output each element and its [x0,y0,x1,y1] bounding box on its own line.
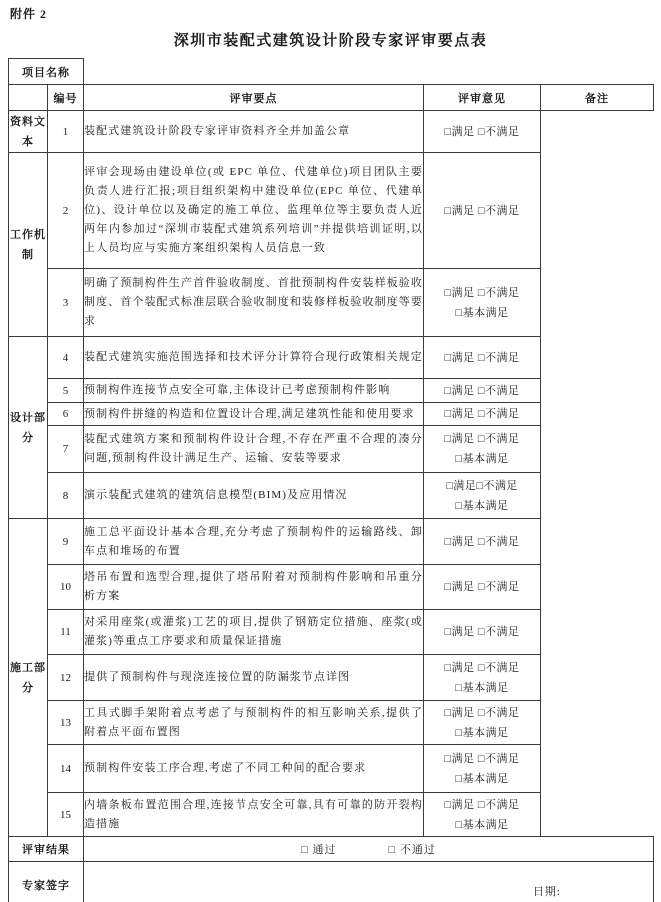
table-row [9,473,654,519]
row-number: 1 [48,111,84,153]
opinion-options[interactable]: □基本满足 [455,681,509,694]
opinion-options[interactable]: □基本满足 [455,499,509,512]
opinion-options[interactable]: □满足 □不满足 [444,384,520,397]
row-number: 4 [48,337,84,379]
opinion-cell [424,403,541,426]
opinion-cell [424,701,541,745]
row-number: 11 [48,610,84,655]
opinion-cell [424,793,541,837]
opinion-options[interactable]: □满足 □不满足 [444,351,520,364]
table-row [9,655,654,701]
review-point: 内墙条板布置范围合理,连接节点安全可靠,具有可靠的防开裂构造措施 [84,793,424,837]
opinion-options[interactable]: □满足 □不满足 [444,204,520,217]
review-point: 预制构件安装工序合理,考虑了不同工种间的配合要求 [84,745,424,793]
opinion-cell [424,379,541,403]
opinion-cell [424,519,541,565]
project-name-row [9,59,654,85]
review-point: 塔吊布置和选型合理,提供了塔吊附着对预制构件影响和吊重分析方案 [84,565,424,610]
opinion-cell [424,111,541,153]
table-row [9,519,654,565]
table-row [9,337,654,379]
opinion-options[interactable]: □满足 □不满足 [444,286,520,299]
review-point: 装配式建筑实施范围选择和技术评分计算符合现行政策相关规定 [84,337,424,379]
review-point: 评审会现场由建设单位(或 EPC 单位、代建单位)项目团队主要负责人进行汇报;项目组织架构中建设单位(EPC 单位、代建单位)、设计单位以及确定的施工单位、监理单位等主要负责人近两年内参加过“深圳市装配式建筑系列培训”并提供培训证明,以上人员均应与实施方案组织架构人员信息一致 [84,153,424,269]
opinion-cell [424,610,541,655]
table-row [9,565,654,610]
row-number: 2 [48,153,84,269]
header-remark: 备注 [541,85,654,111]
review-point: 装配式建筑方案和预制构件设计合理,不存在严重不合理的凑分问题,预制构件设计满足生产、运输、安装等要求 [84,426,424,473]
opinion-cell [424,655,541,701]
table-row [9,610,654,655]
header-category-blank [9,85,48,111]
opinion-cell [424,745,541,793]
attachment-label: 附件 2 [10,7,48,21]
opinion-options[interactable]: □满足 □不满足 [444,535,520,548]
row-number: 3 [48,269,84,337]
opinion-options[interactable]: □满足 □不满足 [444,125,520,138]
review-point: 对采用座浆(或灌浆)工艺的项目,提供了钢筋定位措施、座浆(或灌浆)等重点工序要求和质量保证措施 [84,610,424,655]
opinion-options[interactable]: □基本满足 [455,726,509,739]
result-row [9,837,654,862]
review-point: 提供了预制构件与现浇连接位置的防漏浆节点详图 [84,655,424,701]
opinion-options[interactable]: □满足 □不满足 [444,798,520,811]
table-row [9,701,654,745]
table-row [9,379,654,403]
category-label-design: 设计部分 [9,337,48,519]
page-title: 深圳市装配式建筑设计阶段专家评审要点表 [173,33,488,49]
review-table [8,58,654,902]
row-number: 9 [48,519,84,565]
review-point: 装配式建筑设计阶段专家评审资料齐全并加盖公章 [84,111,424,153]
opinion-options[interactable]: □满足 □不满足 [444,433,520,445]
opinion-cell [424,565,541,610]
table-row [9,745,654,793]
opinion-options[interactable]: □满足 □不满足 [444,661,520,674]
row-number: 7 [48,426,84,473]
table-row [9,111,654,153]
header-number: 编号 [48,85,84,111]
row-number: 14 [48,745,84,793]
review-point: 明确了预制构件生产首件验收制度、首批预制构件安装样板验收制度、首个装配式标准层联合验收制度和装修样板验收制度等要求 [84,269,424,337]
opinion-options[interactable]: □基本满足 [455,818,509,831]
opinion-options[interactable]: □满足□不满足 [446,479,518,492]
opinion-options[interactable]: □满足 □不满足 [444,706,520,719]
header-row [9,85,654,111]
row-number: 5 [48,379,84,403]
category-label-data-text: 资料文本 [9,111,48,153]
row-number: 6 [48,403,84,426]
table-row [9,153,654,269]
category-label-construction: 施工部分 [9,519,48,837]
date-label: 日期: [532,886,561,898]
signature-field[interactable] [84,862,654,902]
row-number: 10 [48,565,84,610]
table-row [9,269,654,337]
opinion-cell [424,337,541,379]
result-options-cell [84,837,654,862]
opinion-options[interactable]: □满足 □不满足 [444,626,520,638]
result-pass-checkbox[interactable]: □ 通过 [301,844,337,856]
table-row [9,426,654,473]
result-fail-checkbox[interactable]: □ 不通过 [388,844,436,856]
opinion-cell [424,153,541,269]
opinion-options[interactable]: □满足 □不满足 [444,581,520,593]
opinion-cell [424,269,541,337]
table-row [9,403,654,426]
row-number: 12 [48,655,84,701]
category-label-work-mechanism: 工作机制 [9,153,48,337]
opinion-cell [424,473,541,519]
signature-label: 专家签字 [9,862,84,902]
review-point: 工具式脚手架附着点考虑了与预制构件的相互影响关系,提供了附着点平面布置图 [84,701,424,745]
opinion-options[interactable]: □满足 □不满足 [444,752,520,765]
opinion-options[interactable]: □基本满足 [455,772,509,785]
review-point: 演示装配式建筑的建筑信息模型(BIM)及应用情况 [84,473,424,519]
review-point: 预制构件拼缝的构造和位置设计合理,满足建筑性能和使用要求 [84,403,424,426]
header-point: 评审要点 [84,85,424,111]
opinion-cell [424,426,541,473]
review-point: 施工总平面设计基本合理,充分考虑了预制构件的运输路线、卸车点和堆场的布置 [84,519,424,565]
header-opinion: 评审意见 [424,85,541,111]
signature-row [9,862,654,902]
row-number: 8 [48,473,84,519]
opinion-options[interactable]: □基本满足 [455,306,509,319]
row-number: 13 [48,701,84,745]
row-number: 15 [48,793,84,837]
table-row [9,793,654,837]
review-point: 预制构件连接节点安全可靠,主体设计已考虑预制构件影响 [84,379,424,403]
opinion-options[interactable]: □满足 □不满足 [444,408,520,420]
result-label: 评审结果 [9,837,84,862]
opinion-options[interactable]: □基本满足 [455,453,509,465]
project-name-label: 项目名称 [9,59,84,85]
